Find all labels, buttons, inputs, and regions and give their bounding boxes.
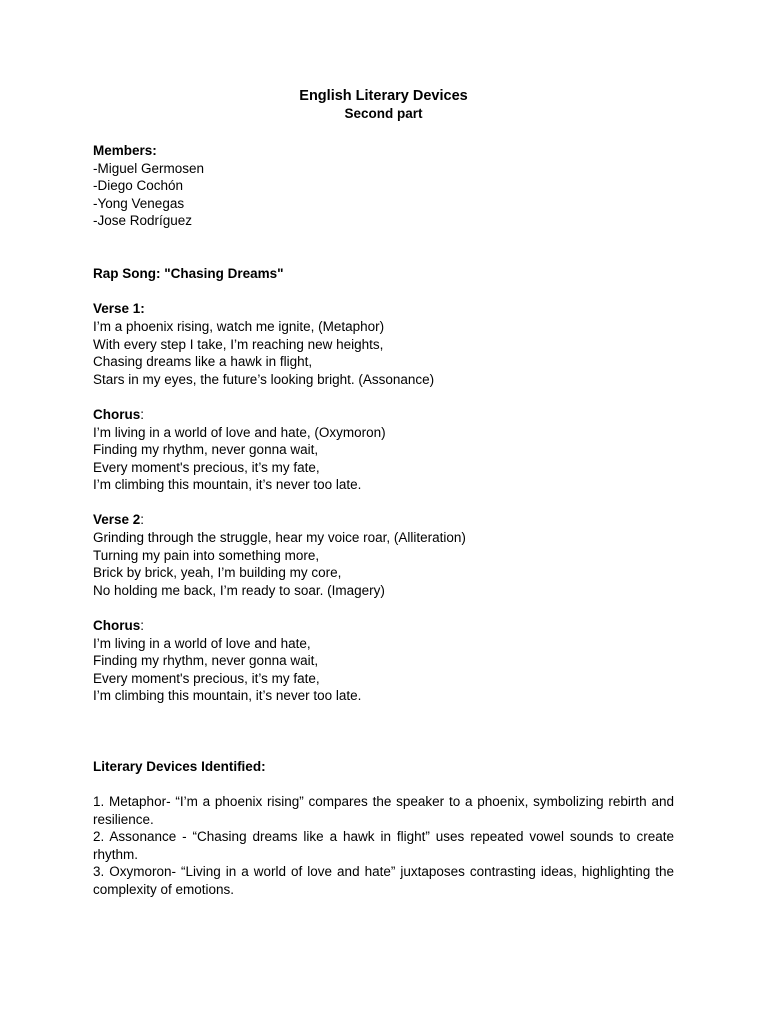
spacer	[93, 230, 674, 265]
lyric-line: Every moment's precious, it’s my fate,	[93, 459, 320, 475]
document-title: English Literary Devices	[299, 88, 468, 104]
lyric-line: I’m living in a world of love and hate,	[93, 635, 311, 651]
verse2-label-text: Verse 2	[93, 512, 141, 528]
lyric-line: No holding me back, I’m ready to soar. (Imagery)	[93, 582, 385, 598]
chorus1-label-text: Chorus	[93, 406, 141, 422]
chorus1-label-colon: :	[140, 406, 145, 422]
document-page	[93, 87, 674, 899]
verse1-label: Verse 1:	[93, 301, 145, 317]
lyric-line: Stars in my eyes, the future’s looking bright. (Assonance)	[93, 371, 435, 387]
verse2-label	[93, 511, 674, 529]
spacer	[93, 123, 674, 142]
lyric-line: I’m climbing this mountain, it’s never too late.	[93, 477, 362, 493]
lyric-line: With every step I take, I’m reaching new heights,	[93, 336, 384, 352]
spacer	[93, 705, 674, 758]
spacer	[93, 283, 674, 301]
lyric-line: I’m living in a world of love and hate, (Oxymoron)	[93, 424, 386, 440]
device-item: 1. Metaphor- “I’m a phoenix rising” compares the speaker to a phoenix, symbolizing rebirth and resilience.	[93, 793, 674, 827]
lyric-line: Chasing dreams like a hawk in flight,	[93, 354, 313, 370]
song-heading: Rap Song: "Chasing Dreams"	[93, 266, 284, 282]
chorus1-label	[93, 406, 674, 424]
lyric-line: Finding my rhythm, never gonna wait,	[93, 653, 319, 669]
spacer	[93, 775, 674, 793]
members-heading: Members:	[93, 143, 157, 158]
member-item: -Diego Cochón	[93, 178, 184, 194]
lyric-line: I’m a phoenix rising, watch me ignite, (Metaphor)	[93, 318, 385, 334]
member-item: -Yong Venegas	[93, 195, 185, 211]
devices-heading: Literary Devices Identified:	[93, 758, 266, 774]
lyric-line: I’m climbing this mountain, it’s never too late.	[93, 688, 362, 704]
chorus2-label-text: Chorus	[93, 618, 141, 634]
lyric-line: Brick by brick, yeah, I’m building my core,	[93, 565, 342, 581]
document-subtitle: Second part	[344, 106, 423, 121]
chorus2-label	[93, 617, 674, 635]
spacer	[93, 494, 674, 512]
spacer	[93, 388, 674, 406]
member-item: -Jose Rodríguez	[93, 213, 193, 229]
lyric-line: Finding my rhythm, never gonna wait,	[93, 442, 319, 458]
lyric-line: Turning my pain into something more,	[93, 547, 320, 563]
lyric-line: Every moment's precious, it’s my fate,	[93, 670, 320, 686]
device-item: 3. Oxymoron- “Living in a world of love and hate” juxtaposes contrasting ideas, highlighting the complexity of emotions.	[93, 864, 674, 897]
lyric-line: Grinding through the struggle, hear my voice roar, (Alliteration)	[93, 530, 466, 546]
spacer	[93, 599, 674, 617]
chorus2-label-colon: :	[140, 618, 145, 634]
device-item: 2. Assonance - “Chasing dreams like a hawk in flight” uses repeated vowel sounds to create rhythm.	[93, 829, 674, 862]
member-item: -Miguel Germosen	[93, 160, 205, 176]
verse2-label-colon: :	[140, 512, 145, 528]
